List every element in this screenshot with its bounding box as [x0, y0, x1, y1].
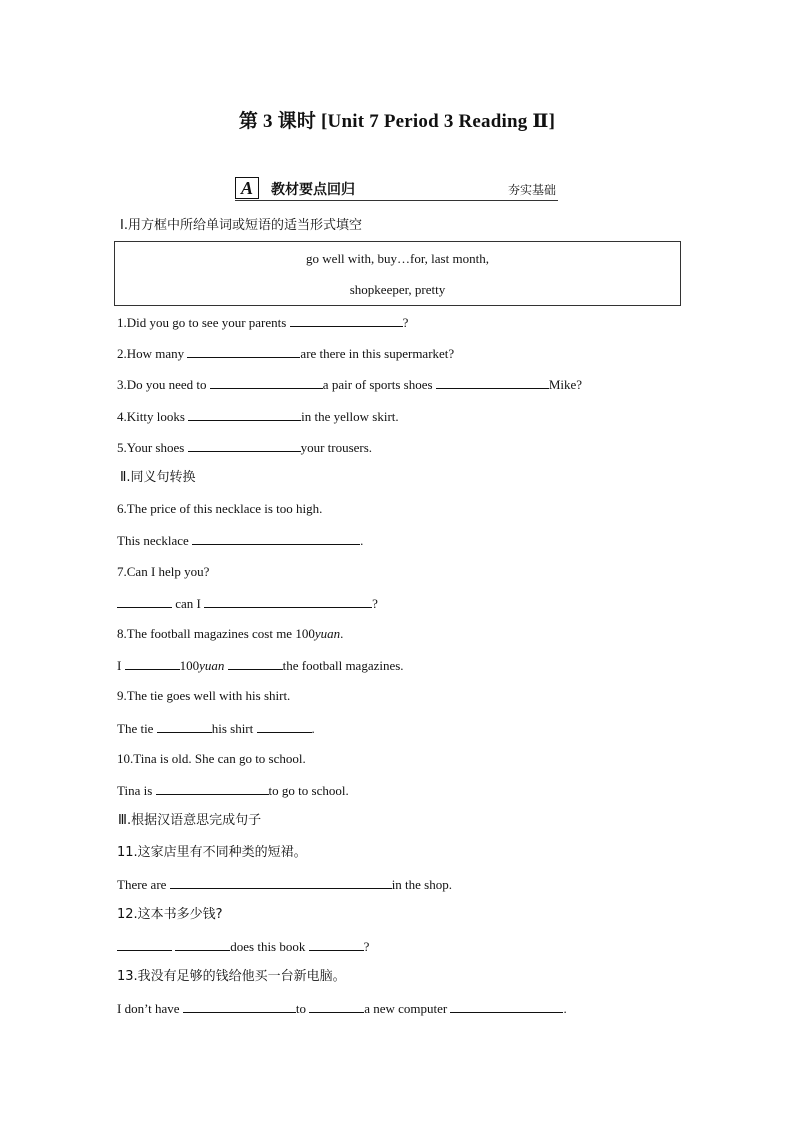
section-1-heading: Ⅰ.用方框中所给单词或短语的适当形式填空 [120, 218, 362, 233]
a10-text: Tina is [117, 783, 156, 798]
q1-end: ? [402, 315, 409, 330]
q8-text: 8.The football magazines cost me 100 [117, 626, 315, 641]
q5-end: your trousers. [300, 440, 373, 455]
answer-blank[interactable] [228, 657, 283, 670]
a10-end: to go to school. [268, 783, 349, 798]
section-banner [235, 176, 558, 201]
answer-blank[interactable] [188, 408, 301, 421]
a13-to: to [295, 1001, 310, 1016]
word-box [114, 241, 681, 306]
a8-num: 100 [179, 658, 200, 673]
question-2 [117, 345, 454, 362]
answer-blank[interactable] [170, 876, 392, 889]
answer-8 [117, 657, 404, 674]
a8-italic: yuan [199, 658, 225, 673]
answer-blank[interactable] [436, 376, 549, 389]
a13-end: . [563, 1001, 567, 1016]
q5-text: 5.Your shoes [117, 440, 188, 455]
a8-text: I [117, 658, 125, 673]
q8-end: . [340, 626, 344, 641]
answer-blank[interactable] [210, 376, 323, 389]
answer-blank[interactable] [290, 314, 403, 327]
section-3-heading: Ⅲ.根据汉语意思完成句子 [118, 813, 262, 828]
q8-italic: yuan [314, 626, 341, 641]
question-6: 6.The price of this necklace is too high. [117, 501, 323, 516]
a11-text: There are [117, 877, 170, 892]
q2-end: are there in this supermarket? [300, 346, 455, 361]
a11-end: in the shop. [391, 877, 452, 892]
a13-text: I don’t have [117, 1001, 183, 1016]
answer-13 [117, 1000, 567, 1017]
question-8 [117, 626, 343, 642]
section-2-heading: Ⅱ.同义句转换 [120, 470, 196, 485]
q2-text: 2.How many [117, 346, 188, 361]
answer-9 [117, 720, 315, 737]
word-box-line-2: shopkeeper, pretty [349, 282, 446, 297]
a8-end: the football magazines. [282, 658, 404, 673]
a12-end: ? [363, 939, 370, 954]
answer-blank[interactable] [309, 1000, 364, 1013]
a9-text: The tie [117, 721, 157, 736]
a7-text: can I [172, 596, 205, 611]
answer-blank[interactable] [187, 345, 300, 358]
answer-11 [117, 876, 452, 893]
answer-blank[interactable] [257, 720, 312, 733]
banner-title: 教材要点回归 [271, 182, 355, 198]
a6-text: This necklace [117, 533, 193, 548]
answer-blank[interactable] [125, 657, 180, 670]
answer-blank[interactable] [188, 439, 301, 452]
a7-end: ? [372, 596, 378, 611]
question-13: 13.我没有足够的钱给他买一台新电脑。 [117, 969, 346, 984]
answer-10 [117, 782, 349, 799]
page-title: 第 3 课时 [Unit 7 Period 3 Reading Ⅱ] [238, 111, 556, 132]
a6-end: . [360, 533, 364, 548]
answer-12 [117, 938, 369, 955]
question-10: 10.Tina is old. She can go to school. [117, 751, 306, 766]
question-7: 7.Can I help you? [117, 564, 210, 579]
a9-end: . [311, 721, 315, 736]
answer-blank[interactable] [156, 782, 269, 795]
answer-6 [117, 532, 363, 549]
answer-blank[interactable] [175, 938, 230, 951]
q4-text: 4.Kitty looks [117, 409, 189, 424]
a13-mid: a new computer [364, 1001, 451, 1016]
question-9: 9.The tie goes well with his shirt. [117, 688, 291, 703]
word-box-line-1: go well with, buy…for, last month, [306, 251, 489, 266]
section-badge-icon: A [235, 177, 259, 199]
q1-text: 1.Did you go to see your parents [117, 315, 290, 330]
answer-blank[interactable] [157, 720, 212, 733]
answer-blank[interactable] [117, 595, 172, 608]
question-1 [117, 314, 408, 331]
q4-end: in the yellow skirt. [301, 409, 399, 424]
q3-end: Mike? [548, 377, 583, 392]
question-3 [117, 376, 582, 393]
banner-subtitle: 夯实基础 [507, 183, 556, 197]
answer-blank[interactable] [183, 1000, 296, 1013]
answer-blank[interactable] [117, 938, 172, 951]
a12-mid: does this book [230, 939, 309, 954]
question-5 [117, 439, 372, 456]
q3-text: 3.Do you need to [117, 377, 210, 392]
answer-blank[interactable] [450, 1000, 563, 1013]
a9-mid: his shirt [211, 721, 257, 736]
question-4 [117, 408, 399, 425]
q3-mid: a pair of sports shoes [322, 377, 436, 392]
answer-blank[interactable] [192, 532, 360, 545]
question-12: 12.这本书多少钱? [117, 907, 223, 922]
answer-blank[interactable] [309, 938, 364, 951]
question-11: 11.这家店里有不同种类的短裙。 [117, 845, 307, 860]
answer-blank[interactable] [204, 595, 372, 608]
answer-7 [117, 595, 378, 612]
